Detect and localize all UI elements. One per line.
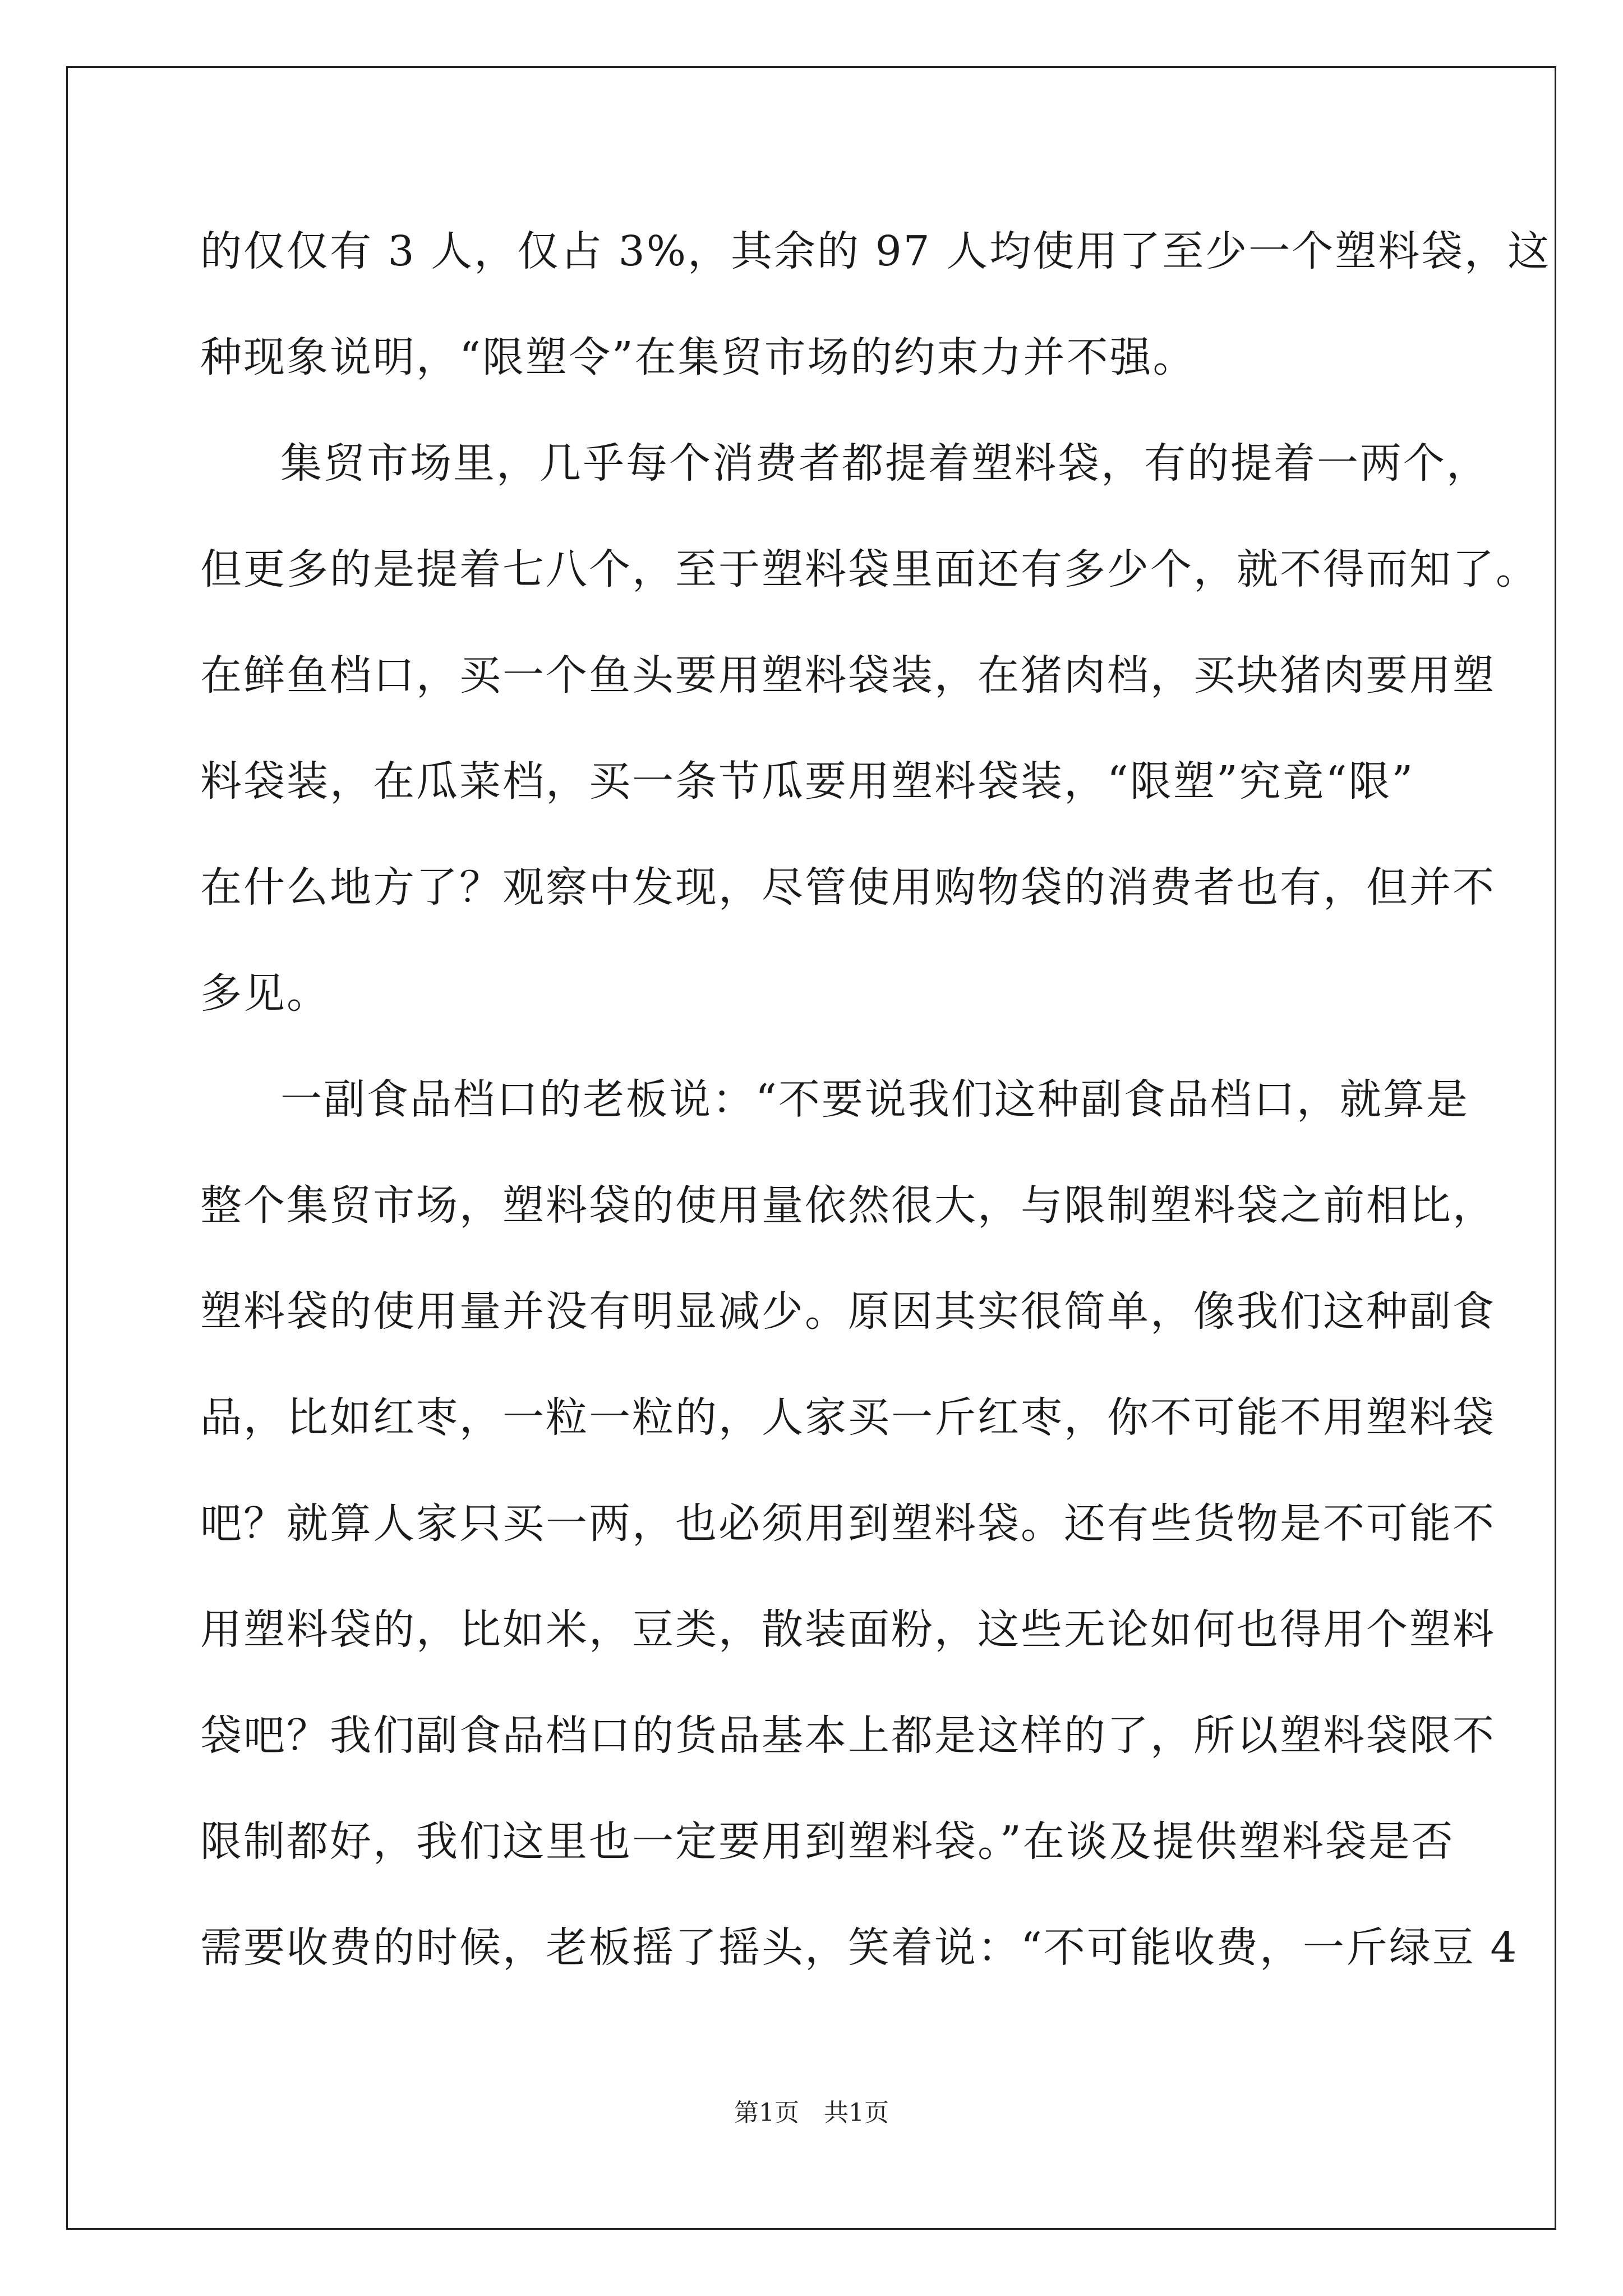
text-line: 品，比如红枣，一粒一粒的，人家买一斤红枣，你不可能不用塑料袋 <box>200 1393 1496 1442</box>
text-line: 在什么地方了？观察中发现，尽管使用购物袋的消费者也有，但并不 <box>200 863 1496 912</box>
text-line: 种现象说明，“限塑令”在集贸市场的约束力并不强。 <box>200 333 1196 381</box>
text-line: 一副食品档口的老板说：“不要说我们这种副食品档口，就算是 <box>280 1075 1469 1124</box>
text-line: 多见。 <box>200 969 330 1018</box>
text-line: 但更多的是提着七八个，至于塑料袋里面还有多少个，就不得而知了。 <box>200 545 1539 593</box>
text-line: 需要收费的时候，老板摇了摇头，笑着说：“不可能收费，一斤绿豆 4 <box>200 1924 1519 1972</box>
text-line: 在鲜鱼档口，买一个鱼头要用塑料袋装，在猪肉档，买块猪肉要用塑 <box>200 651 1496 700</box>
text-line: 集贸市场里，几乎每个消费者都提着塑料袋，有的提着一两个， <box>280 439 1490 487</box>
page-border <box>66 66 1556 2230</box>
text-line: 的仅仅有 3 人，仅占 3%，其余的 97 人均使用了至少一个塑料袋，这 <box>200 227 1551 275</box>
text-line: 用塑料袋的，比如米，豆类，散装面粉，这些无论如何也得用个塑料 <box>200 1605 1496 1654</box>
text-line: 整个集贸市场，塑料袋的使用量依然很大，与限制塑料袋之前相比， <box>200 1181 1496 1230</box>
text-line: 吧？就算人家只买一两，也必须用到塑料袋。还有些货物是不可能不 <box>200 1499 1496 1548</box>
text-line: 限制都好，我们这里也一定要用到塑料袋。”在谈及提供塑料袋是否 <box>200 1818 1455 1866</box>
text-line: 袋吧？我们副食品档口的货品基本上都是这样的了，所以塑料袋限不 <box>200 1711 1496 1760</box>
text-line: 料袋装，在瓜菜档，买一条节瓜要用塑料袋装，“限塑”究竟“限” <box>200 757 1415 806</box>
text-line: 塑料袋的使用量并没有明显减少。原因其实很简单，像我们这种副食 <box>200 1287 1496 1336</box>
page-number-footer: 第1页 共1页 <box>734 2099 889 2127</box>
